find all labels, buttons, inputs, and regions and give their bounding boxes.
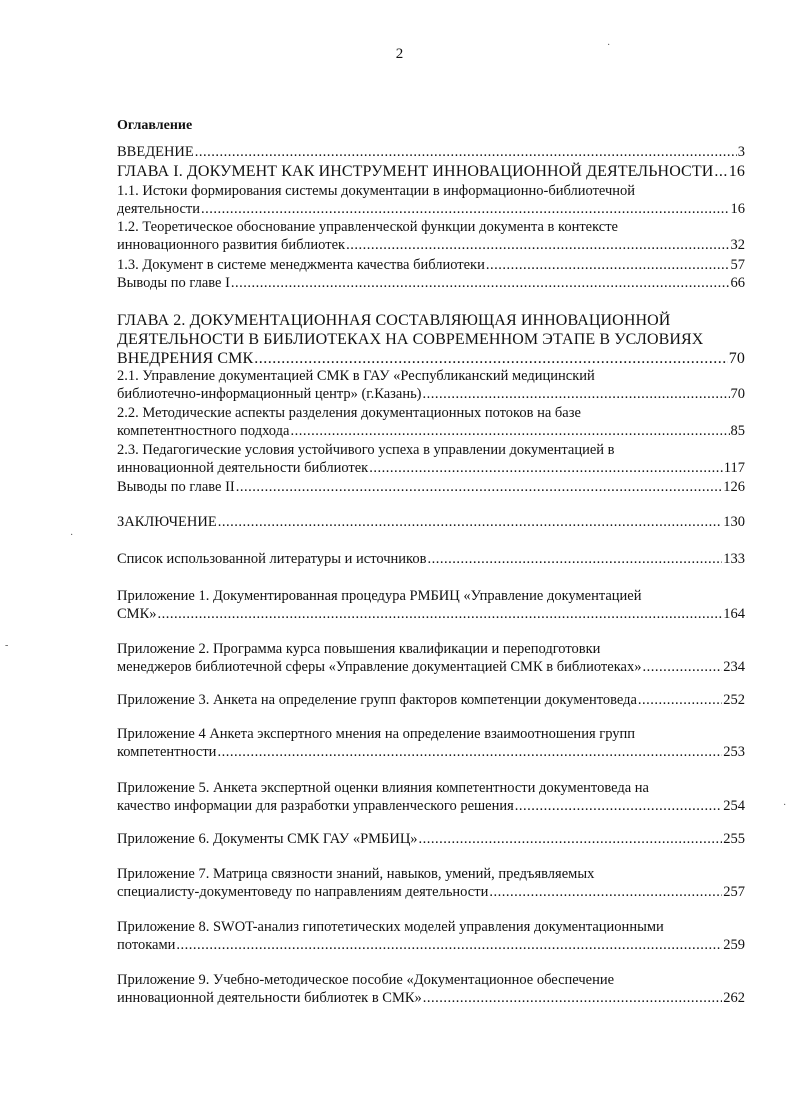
scan-speck: · <box>607 40 611 51</box>
toc-entry-title: СМК» <box>117 606 157 622</box>
toc-title: Оглавление <box>117 118 193 133</box>
toc-entry-title: Приложение 6. Документы СМК ГАУ «РМБИЦ» <box>117 831 418 847</box>
toc-entry[interactable] <box>117 865 745 901</box>
toc-entry-page: 66 <box>730 275 745 291</box>
dot-leader <box>423 385 730 403</box>
page-number: 2 <box>395 46 404 62</box>
toc-entry-title: компетентностного подхода <box>117 423 290 439</box>
toc-entry-page: 85 <box>730 423 745 439</box>
toc-entry[interactable] <box>117 513 745 531</box>
toc-entry[interactable] <box>117 311 745 368</box>
toc-entry-title: Приложение 2. Программа курса повышения квалификации и переподготовки <box>117 641 601 657</box>
toc-entry-page: 32 <box>730 237 745 253</box>
dot-leader <box>515 797 722 815</box>
toc-entry-title: Приложение 4 Анкета экспертного мнения на определение взаимоотношения групп <box>117 726 636 742</box>
dot-leader <box>638 691 722 709</box>
toc-entry-title: инновационного развития библиотек <box>117 237 346 253</box>
dot-leader <box>231 274 730 292</box>
toc-entry[interactable] <box>117 918 745 954</box>
toc-entry[interactable] <box>117 182 745 218</box>
toc-entry-page: 57 <box>730 257 745 273</box>
dot-leader <box>195 143 737 161</box>
toc-entry-title: 1.3. Документ в системе менеджмента качества библиотеки <box>117 257 485 273</box>
toc-entry[interactable] <box>117 367 745 403</box>
dot-leader <box>642 658 722 676</box>
dot-leader <box>236 478 723 496</box>
toc-entry-page: 70 <box>730 386 745 402</box>
toc-entry[interactable] <box>117 274 745 292</box>
toc-entry-title: ВНЕДРЕНИЯ СМК <box>117 350 254 367</box>
toc-entry[interactable] <box>117 162 745 181</box>
toc-entry-title: Приложение 7. Матрица связности знаний, навыков, умений, предъявляемых <box>117 866 595 882</box>
toc-entry-title: ГЛАВА I. ДОКУМЕНТ КАК ИНСТРУМЕНТ ИННОВАЦИОННОЙ ДЕЯТЕЛЬНОСТИ <box>117 163 714 180</box>
dot-leader <box>427 550 722 568</box>
dot-leader <box>419 830 723 848</box>
toc-entry-title: Приложение 9. Учебно-методическое пособие «Документационное обеспечение <box>117 972 615 988</box>
toc-entry[interactable] <box>117 830 745 848</box>
toc-entry-page: 254 <box>723 798 745 814</box>
dot-leader <box>714 162 727 181</box>
toc-entry-title: компетентности <box>117 744 217 760</box>
toc-entry-title: деятельности <box>117 201 201 217</box>
toc-entry[interactable] <box>117 587 745 623</box>
toc-entry-page: 257 <box>723 884 745 900</box>
toc-entry-title: Выводы по главе I <box>117 275 230 291</box>
toc-entry-page: 255 <box>723 831 745 847</box>
toc-entry-title: Приложение 3. Анкета на определение групп факторов компетенции документоведа <box>117 692 637 708</box>
toc-entry-page: 3 <box>737 144 745 160</box>
toc-entry-title: ГЛАВА 2. ДОКУМЕНТАЦИОННАЯ СОСТАВЛЯЮЩАЯ ИННОВАЦИОННОЙ <box>117 312 671 329</box>
toc-entry[interactable] <box>117 640 745 676</box>
dot-leader <box>423 989 722 1007</box>
dot-leader <box>218 513 723 531</box>
toc-entry-title: ЗАКЛЮЧЕНИЕ <box>117 514 217 530</box>
dot-leader <box>489 883 722 901</box>
toc-entry[interactable] <box>117 256 745 274</box>
toc-entry-page: 130 <box>723 514 745 530</box>
toc-entry-title: Список использованной литературы и источников <box>117 551 427 567</box>
toc-entry-title: потоками <box>117 937 176 953</box>
toc-entry-title: ДЕЯТЕЛЬНОСТИ В БИБЛИОТЕКАХ НА СОВРЕМЕННОМ ЭТАПЕ В УСЛОВИЯХ <box>117 331 704 348</box>
scan-speck: · <box>783 800 787 811</box>
toc-entry-page: 133 <box>723 551 745 567</box>
toc-entry[interactable] <box>117 550 745 568</box>
dot-leader <box>290 422 729 440</box>
toc-entry[interactable] <box>117 441 745 477</box>
toc-entry[interactable] <box>117 143 745 161</box>
toc-entry-page: 234 <box>723 659 745 675</box>
toc-entry[interactable] <box>117 691 745 709</box>
toc-entry-title: инновационной деятельности библиотек в СМК» <box>117 990 422 1006</box>
toc-entry-title: Приложение 1. Документированная процедура РМБИЦ «Управление документацией <box>117 588 642 604</box>
toc-entry[interactable] <box>117 971 745 1007</box>
toc-entry[interactable] <box>117 218 745 254</box>
toc-entry-title: библиотечно-информационный центр» (г.Казань) <box>117 386 422 402</box>
toc-entry-page: 126 <box>723 479 745 495</box>
toc-entry[interactable] <box>117 725 745 761</box>
toc-entry-title: 1.2. Теоретическое обоснование управленческой функции документа в контексте <box>117 219 618 235</box>
toc-entry-page: 117 <box>723 460 745 476</box>
toc-entry-title: 2.3. Педагогические условия устойчивого успеха в управлении документацией в <box>117 442 615 458</box>
toc-entry-page: 259 <box>723 937 745 953</box>
toc-entry-page: 252 <box>723 692 745 708</box>
toc-entry[interactable] <box>117 404 745 440</box>
toc-entry-title: Приложение 5. Анкета экспертной оценки влияния компетентности документоведа на <box>117 780 649 796</box>
toc-entry-page: 16 <box>730 201 745 217</box>
dot-leader <box>217 743 722 761</box>
dot-leader <box>369 459 723 477</box>
toc-entry-title: Выводы по главе II <box>117 479 235 495</box>
toc-entry-title: 2.1. Управление документацией СМК в ГАУ «Республиканский медицинский <box>117 368 595 384</box>
toc-entry-title: специалисту-документоведу по направлениям деятельности <box>117 884 489 900</box>
scan-speck: · <box>70 530 74 541</box>
toc-entry-page: 262 <box>723 990 745 1006</box>
toc-entry-page: 164 <box>723 606 745 622</box>
toc-entry[interactable] <box>117 779 745 815</box>
toc-entry-title: 1.1. Истоки формирования системы документации в информационно-библиотечной <box>117 183 636 199</box>
toc-entry-title: 2.2. Методические аспекты разделения документационных потоков на базе <box>117 405 581 421</box>
dot-leader <box>158 605 723 623</box>
toc-entry-page: 16 <box>728 163 745 180</box>
dot-leader <box>201 200 729 218</box>
dot-leader <box>254 349 728 368</box>
toc-entry-title: инновационной деятельности библиотек <box>117 460 369 476</box>
toc-entry-title: ВВЕДЕНИЕ <box>117 144 194 160</box>
toc-entry-title: менеджеров библиотечной сферы «Управление документацией СМК в библиотеках» <box>117 659 642 675</box>
toc-entry-title: Приложение 8. SWOT-анализ гипотетических моделей управления документационными <box>117 919 664 935</box>
toc-entry-page: 253 <box>723 744 745 760</box>
dot-leader <box>346 236 729 254</box>
scan-speck: - <box>5 640 9 651</box>
toc-entry[interactable] <box>117 478 745 496</box>
dot-leader <box>176 936 722 954</box>
dot-leader <box>486 256 730 274</box>
toc-entry-page: 70 <box>728 350 745 367</box>
toc-entry-title: качество информации для разработки управленческого решения <box>117 798 514 814</box>
